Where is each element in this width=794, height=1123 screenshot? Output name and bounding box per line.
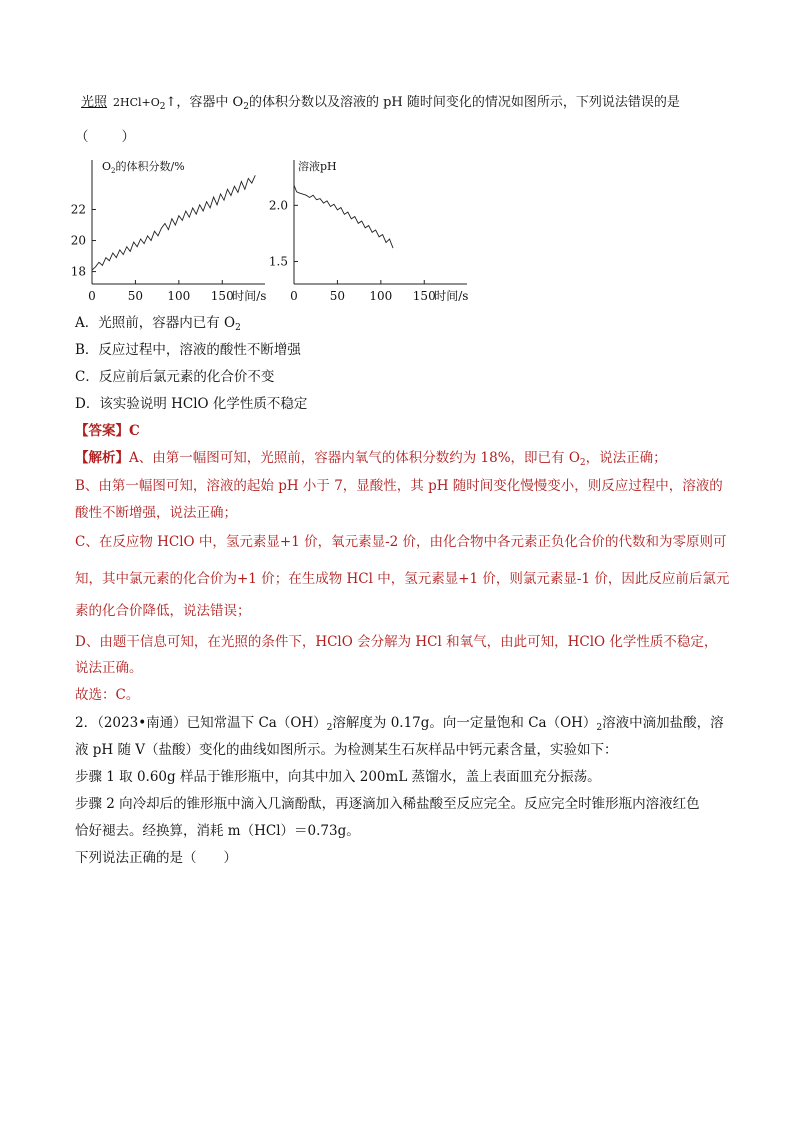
q1-analysis-c3: 素的化合价降低，说法错误； <box>75 603 251 619</box>
y-tick-label: 1.5 <box>268 254 288 269</box>
x-axis-label: 时间/s <box>434 289 469 303</box>
q2-line1-c: 溶液中滴加盐酸，溶 <box>602 715 724 731</box>
q1-analysis-c1: C、在反应物 HClO 中，氢元素显+1 价，氧元素显-2 价，由化合物中各元素正负化合价的代数和为零原则可 <box>75 534 727 550</box>
q1-option-a-text: A．光照前，容器内已有 O <box>75 315 236 331</box>
q2-line1 <box>75 714 724 737</box>
x-tick-label: 50 <box>127 289 144 303</box>
q2-line4: 步骤 2 向冷却后的锥形瓶中滴入几滴酚酞，再逐滴加入稀盐酸至反应完全。反应完全时锥形瓶内溶液红色 <box>75 796 700 812</box>
q1-analysis-b1: B、由第一幅图可知，溶液的起始 pH 小于 7，显酸性，其 pH 随时间变化慢慢变小，则反应过程中，溶液的 <box>75 478 723 494</box>
q1-stem-rest: 的体积分数以及溶液的 pH 随时间变化的情况如图所示，下列说法错误的是 <box>248 95 680 110</box>
data-line <box>92 175 255 270</box>
q1-stem-light-condition: 光照 <box>81 95 108 110</box>
q2-line1-b: 溶解度为 0.17g。向一定量饱和 Ca（OH） <box>332 715 597 731</box>
q2-line5: 恰好褪去。经换算，消耗 m（HCl）＝0.73g。 <box>75 823 360 839</box>
q1-choose: 故选：C。 <box>75 687 140 703</box>
q1-option-a-sub: 2 <box>235 323 241 333</box>
y-tick-label: 22 <box>70 202 86 217</box>
q1-option-b: B．反应过程中，溶液的酸性不断增强 <box>75 342 301 358</box>
y-tick-label: 2.0 <box>268 198 288 213</box>
q1-answer: 【答案】C <box>75 423 140 439</box>
q1-option-c: C．反应前后氯元素的化合价不变 <box>75 369 275 385</box>
y-axis-label: 溶液pH <box>298 160 337 173</box>
x-tick-label: 100 <box>167 289 191 303</box>
q2-line6: 下列说法正确的是（ ） <box>75 850 237 866</box>
y-axis-label: $O_2$的体积分数/% <box>102 160 185 175</box>
y-tick-label: 18 <box>70 264 86 279</box>
q1-option-d: D．该实验说明 HClO 化学性质不稳定 <box>75 396 308 412</box>
q2-line1-sub2: 2 <box>596 723 603 733</box>
x-tick-label: 0 <box>290 289 298 303</box>
q1-analysis-a-end: ，说法正确； <box>585 450 667 466</box>
x-tick-label: 0 <box>88 289 96 303</box>
q2-line1-a: 2．（2023•南通）已知常温下 Ca（OH） <box>75 715 327 731</box>
q1-stem <box>75 94 680 116</box>
q1-analysis-d2: 说法正确。 <box>75 660 143 676</box>
y-tick-label: 20 <box>70 233 86 248</box>
x-tick-label: 150 <box>210 289 234 303</box>
q1-analysis-a-text: A、由第一幅图可知，光照前，容器内氧气的体积分数约为 18%，即已有 O <box>129 450 580 466</box>
q2-line1-sub: 2 <box>326 723 333 733</box>
q1-option-a <box>75 314 241 337</box>
q1-analysis-a-sub: 2 <box>579 458 586 468</box>
q2-line2: 液 pH 随 V（盐酸）变化的曲线如图所示。为检测某生石灰样品中钙元素含量，实验如下： <box>75 742 618 758</box>
q1-stem-equation-sub: 2 <box>159 102 166 112</box>
data-line <box>294 185 393 248</box>
q1-stem-equation: 2HCl+O <box>113 96 160 109</box>
q1-stem-mid-sub: 2 <box>243 102 249 112</box>
solution-ph-chart <box>262 150 472 305</box>
x-axis-label: 时间/s <box>232 289 267 303</box>
q2-line3: 步骤 1 取 0.60g 样品于锥形瓶中，向其中加入 200mL 蒸馏水，盖上表面皿充分振荡。 <box>75 769 601 785</box>
o2-volume-fraction-chart <box>60 150 270 305</box>
q1-analysis-c2: 知，其中氯元素的化合价为+1 价；在生成物 HCl 中，氢元素显+1 价，则氯元素显-1 价，因此反应前后氯元 <box>75 571 730 587</box>
q1-bracket: （ ） <box>75 129 137 145</box>
q1-analysis-b2: 酸性不断增强，说法正确； <box>75 505 237 521</box>
q1-analysis-d1: D、由题干信息可知，在光照的条件下，HClO 会分解为 HCl 和氧气，由此可知，HClO 化学性质不稳定， <box>75 634 718 650</box>
q1-stem-arrow: ↑ <box>165 95 177 110</box>
x-tick-label: 150 <box>412 289 436 303</box>
q1-analysis-a <box>75 449 667 472</box>
q1-analysis-label: 【解析】 <box>75 450 129 466</box>
x-tick-label: 100 <box>369 289 393 303</box>
q1-stem-mid: ，容器中 O <box>176 95 244 110</box>
x-tick-label: 50 <box>329 289 346 303</box>
